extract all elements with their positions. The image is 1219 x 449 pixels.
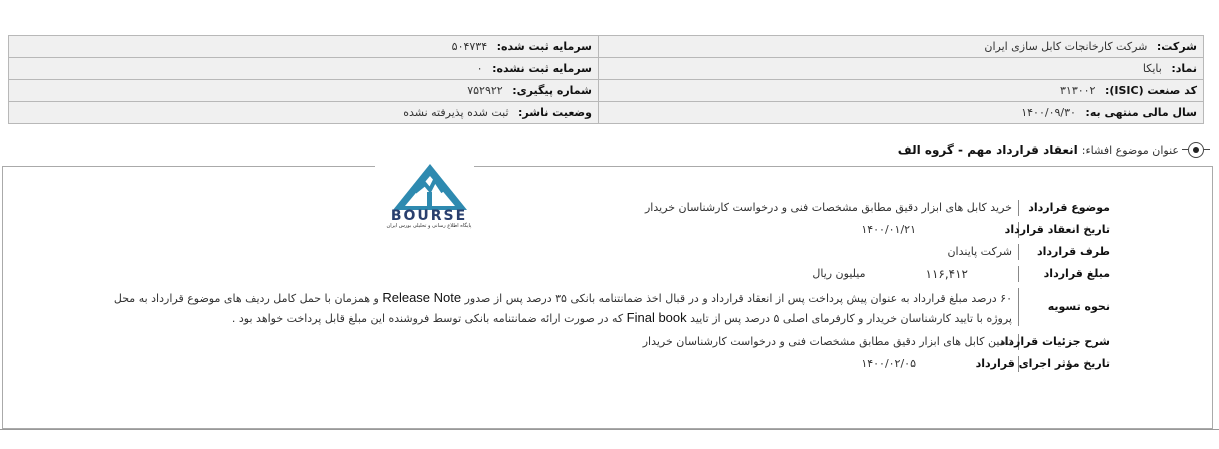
contract-details-label: شرح جزئیات قرارداد [998, 335, 1110, 348]
release-note-term: Release Note [382, 290, 462, 305]
company-label: شرکت: [1156, 40, 1197, 53]
contract-settlement-label: نحوه تسویه [1018, 288, 1110, 326]
contract-details-row [110, 334, 1110, 350]
contract-subject-label: موضوع قرارداد [1018, 200, 1110, 216]
publisher-status-label: وضعیت ناشر: [518, 106, 592, 119]
fiscal-year-cell [599, 102, 1204, 124]
contract-subject-value: خرید کابل های ابزار دقیق مطابق مشخصات فنی و درخواست کارشناسان خریدار [644, 201, 1012, 214]
contract-party-value: شرکت پایندان [947, 245, 1012, 258]
tracking-cell [9, 80, 599, 102]
unregistered-capital-label: سرمایه ثبت نشده: [492, 62, 592, 75]
contract-amount-unit: میلیون ریال [812, 267, 866, 280]
contract-date-label: تاریخ انعقاد قرارداد [1004, 223, 1110, 236]
contract-amount-value: ۱۱۶,۴۱۲ [925, 267, 968, 281]
publisher-status-cell [9, 102, 599, 124]
registered-capital-cell [9, 36, 599, 58]
symbol-cell [599, 58, 1204, 80]
contract-date-row [110, 222, 1110, 238]
contract-party-row [110, 244, 1110, 260]
isic-cell [599, 80, 1204, 102]
info-row [9, 36, 1204, 58]
contract-subject-row [110, 200, 1110, 216]
unregistered-capital-cell [9, 58, 599, 80]
bottom-divider [0, 429, 1219, 430]
publisher-status-value: ثبت شده پذیرفته نشده [403, 106, 509, 119]
symbol-label: نماد: [1171, 62, 1197, 75]
fiscal-year-value: ۱۴۰۰/۰۹/۳۰ [1021, 106, 1076, 119]
registered-capital-value: ۵۰۴۷۳۴ [451, 40, 488, 53]
info-row [9, 102, 1204, 124]
subject-label: عنوان موضوع افشاء: [1081, 143, 1179, 157]
contract-details-value: تامین کابل های ابزار دقیق مطابق مشخصات فنی و درخواست کارشناسان خریدار [642, 335, 1012, 348]
contract-details [110, 200, 1110, 378]
target-icon [1185, 139, 1207, 161]
logo-subtitle: پایگاه اطلاع رسانی و تحلیلی بورس ایران [386, 223, 472, 229]
symbol-value: بایکا [1142, 62, 1162, 75]
tracking-label: شماره پیگیری: [512, 84, 592, 97]
contract-effective-value: ۱۴۰۰/۰۲/۰۵ [861, 357, 916, 370]
registered-capital-label: سرمایه ثبت شده: [496, 40, 592, 53]
company-info-table [8, 35, 1204, 124]
fiscal-year-label: سال مالی منتهی به: [1085, 106, 1197, 119]
subject-value: انعقاد قرارداد مهم - گروه الف [897, 143, 1078, 157]
company-value: شرکت کارخانجات کابل سازی ایران [984, 40, 1148, 53]
contract-amount-label: مبلغ قرارداد [1018, 266, 1110, 282]
contract-party-label: طرف قرارداد [1018, 244, 1110, 260]
info-row [9, 80, 1204, 102]
logo-text: BOURSE [390, 208, 468, 224]
contract-date-value: ۱۴۰۰/۰۱/۲۱ [861, 223, 916, 236]
tracking-value: ۷۵۲۹۲۲ [467, 84, 503, 97]
info-row [9, 58, 1204, 80]
isic-label: کد صنعت (ISIC): [1104, 84, 1197, 97]
contract-amount-row [110, 266, 1110, 282]
isic-value: ۳۱۳۰۰۲ [1060, 84, 1096, 97]
contract-settlement-value: ۶۰ درصد مبلغ قرارداد به عنوان پیش پرداخت پس از انعقاد قرارداد و در قبال اخذ ضمانتنامه بانکی ۳۵ درصد پس از صدور Release Note و همزمان با حمل کامل ردیف های موضوع قرارداد به محل پروژه با تایید کارشناسان خریدار و کارفرمای اصلی ۵ درصد پس از تایید Final book که در صورت ارائه ضمانتنامه بانکی توسط فروشنده این مبلغ قابل پرداخت خواهد بود . [113, 290, 1012, 325]
disclosure-subject [898, 138, 1207, 162]
final-book-term: Final book [626, 310, 687, 325]
contract-effective-label: تاریخ مؤثر اجرای قرارداد [975, 357, 1110, 370]
company-cell [599, 36, 1204, 58]
contract-effective-row [110, 356, 1110, 372]
contract-settlement-row [110, 288, 1110, 328]
unregistered-capital-value: ۰ [476, 62, 483, 75]
